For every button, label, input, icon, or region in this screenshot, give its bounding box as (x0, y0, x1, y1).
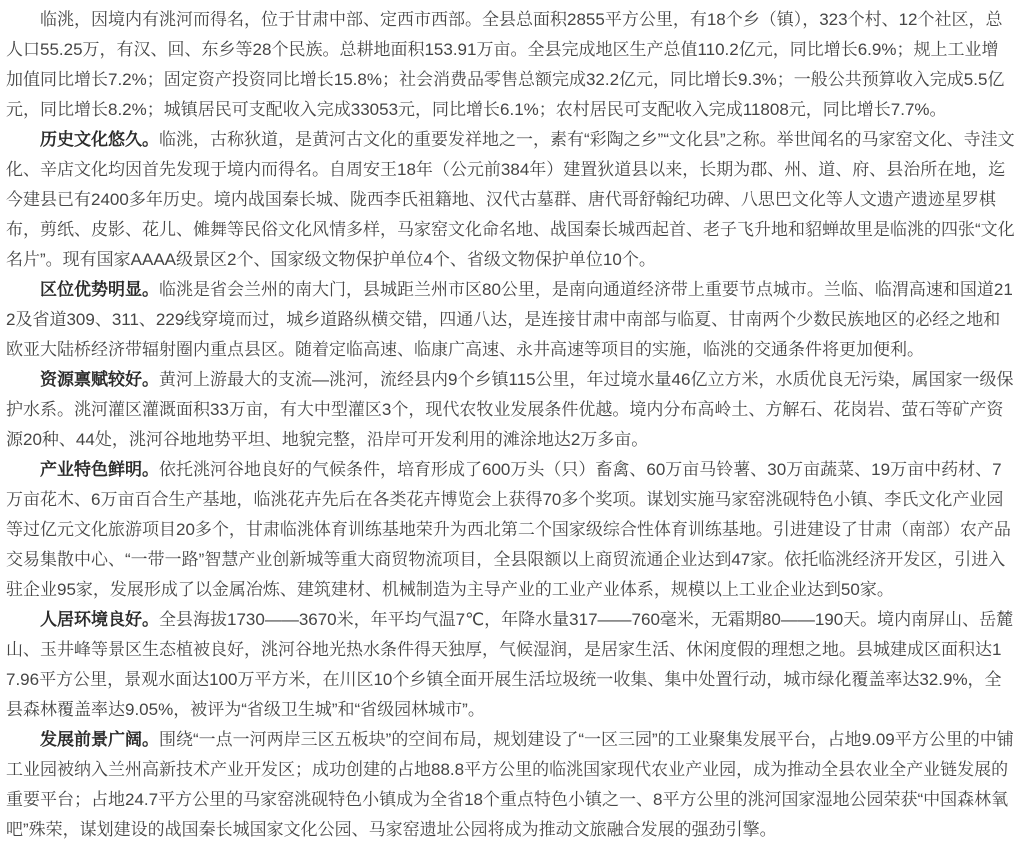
location-advantage-paragraph (6, 275, 1015, 365)
paragraph-body: 围绕“一点一河两岸三区五板块”的空间布局，规划建设了“一区三园”的工业聚集发展平台，占地9.09平方公里的中铺工业园被纳入兰州高新技术产业开发区；成功创建的占地88.8平方公里的临洮国家现代农业产业园，成为推动全县农业全产业链发展的重要平台；占地24.7平方公里的马家窑洮砚特色小镇成为全省18个重点特色小镇之一、8平方公里的洮河国家湿地公园荣获“中国森林氧吧”殊荣，谋划建设的战国秦长城国家文化公园、马家窑遗址公园将成为推动文旅融合发展的强劲引擎。 (6, 730, 1014, 839)
industry-features-paragraph (6, 455, 1015, 605)
paragraph-heading: 区位优势明显。 (40, 280, 159, 299)
resource-endowment-paragraph (6, 365, 1015, 455)
paragraph-body: 黄河上游最大的支流—洮河，流经县内9个乡镇115公里，年过境水量46亿立方米，水质优良无污染，属国家一级保护水系。洮河灌区灌溉面积33万亩，有大中型灌区3个，现代农牧业发展条件优越。境内分布高岭土、方解石、花岗岩、萤石等矿产资源20种、44处，洮河谷地地势平坦、地貌完整，沿岸可开发利用的滩涂地达2万多亩。 (6, 370, 1014, 449)
history-culture-paragraph (6, 125, 1015, 275)
paragraph-heading: 资源禀赋较好。 (40, 370, 159, 389)
living-environment-paragraph (6, 605, 1015, 725)
paragraph-heading: 产业特色鲜明。 (40, 460, 159, 479)
paragraph-body: 全县海拔1730——3670米，年平均气温7℃，年降水量317——760毫米，无霜期80——190天。境内南屏山、岳麓山、玉井峰等景区生态植被良好，洮河谷地光热水条件得天独厚，气候湿润，是居家生活、休闲度假的理想之地。县城建成区面积达17.96平方公里，景观水面达100万平方米，在川区10个乡镇全面开展生活垃圾统一收集、集中处置行动，城市绿化覆盖率达32.9%，全县森林覆盖率达9.05%，被评为“省级卫生城”和“省级园林城市”。 (6, 610, 1014, 719)
paragraph-heading: 发展前景广阔。 (40, 730, 159, 749)
paragraph-body: 依托洮河谷地良好的气候条件，培育形成了600万头（只）畜禽、60万亩马铃薯、30万亩蔬菜、19万亩中药材、7万亩花木、6万亩百合生产基地，临洮花卉先后在各类花卉博览会上获得70多个奖项。谋划实施马家窑洮砚特色小镇、李氏文化产业园等过亿元文化旅游项目20多个，甘肃临洮体育训练基地荣升为西北第二个国家级综合性体育训练基地。引进建设了甘肃（南部）农产品交易集散中心、“一带一路”智慧产业创新城等重大商贸物流项目，全县限额以上商贸流通企业达到47家。依托临洮经济开发区，引进入驻企业95家，发展形成了以金属冶炼、建筑建材、机械制造为主导产业的工业产业体系，规模以上工业企业达到50家。 (6, 460, 1011, 599)
paragraph-body: 临洮是省会兰州的南大门，县城距兰州市区80公里，是南向通道经济带上重要节点城市。兰临、临渭高速和国道212及省道309、311、229线穿境而过，城乡道路纵横交错，四通八达，是连接甘肃中南部与临夏、甘南两个少数民族地区的必经之地和欧亚大陆桥经济带辐射圈内重点县区。随着定临高速、临康广高速、永井高速等项目的实施，临洮的交通条件将更加便利。 (6, 280, 1013, 359)
paragraph-heading: 人居环境良好。 (40, 610, 159, 629)
paragraph-body: 临洮，因境内有洮河而得名，位于甘肃中部、定西市西部。全县总面积2855平方公里，有18个乡（镇），323个村、12个社区，总人口55.25万，有汉、回、东乡等28个民族。总耕地面积153.91万亩。全县完成地区生产总值110.2亿元，同比增长6.9%；规上工业增加值同比增长7.2%；固定资产投资同比增长15.8%；社会消费品零售总额完成32.2亿元，同比增长9.3%；一般公共预算收入完成5.5亿元，同比增长8.2%；城镇居民可支配收入完成33053元，同比增长6.1%；农村居民可支配收入完成11808元，同比增长7.7%。 (6, 10, 1005, 119)
development-prospects-paragraph (6, 725, 1015, 845)
intro-paragraph (6, 5, 1015, 125)
paragraph-heading: 历史文化悠久。 (40, 130, 159, 149)
article-body (6, 5, 1015, 845)
paragraph-body: 临洮，古称狄道，是黄河古文化的重要发祥地之一，素有“彩陶之乡”“文化县”之称。举世闻名的马家窑文化、寺洼文化、辛店文化均因首先发现于境内而得名。自周安王18年（公元前384年）建置狄道县以来，长期为郡、州、道、府、县治所在地，迄今建县已有2400多年历史。境内战国秦长城、陇西李氏祖籍地、汉代古墓群、唐代哥舒翰纪功碑、八思巴文化等人文遗产遗迹星罗棋布，剪纸、皮影、花儿、傩舞等民俗文化风情多样，马家窑文化命名地、战国秦长城西起首、老子飞升地和貂蝉故里是临洮的四张“文化名片”。现有国家AAAA级景区2个、国家级文物保护单位4个、省级文物保护单位10个。 (6, 130, 1015, 269)
